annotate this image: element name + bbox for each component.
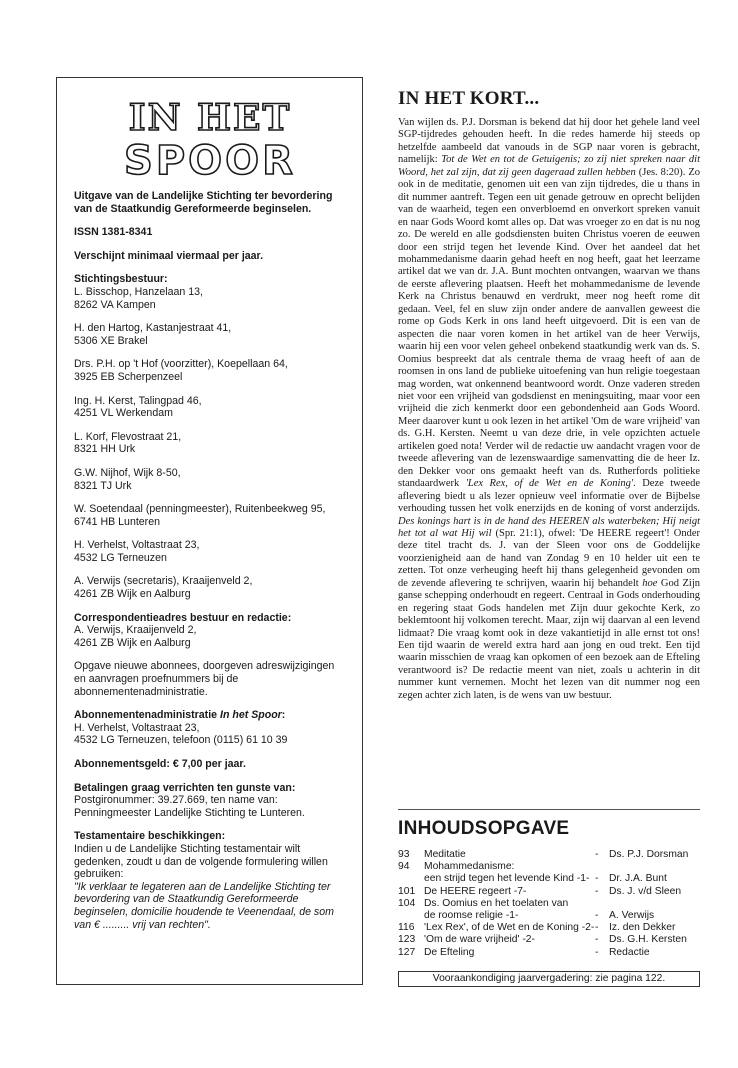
board-member: Ing. H. Kerst, Talingpad 46, 4251 VL Werkendam (74, 394, 202, 420)
toc-page (398, 873, 424, 885)
toc-title: Ds. Oomius en het toelaten van (424, 897, 569, 909)
logo-line-1: IN HET (128, 97, 291, 139)
board-member: L. Korf, Flevostraat 21, 8321 HH Urk (74, 430, 182, 456)
administration-heading: Abonnementenadministratie In het Spoor: (74, 709, 286, 722)
logo-graphic (115, 92, 305, 180)
toc-author: A. Verwijs (609, 910, 655, 922)
toc-title: 'Om de ware vrijheid' -2- (424, 934, 535, 946)
administration-line: H. Verhelst, Voltastraat 23, (74, 721, 200, 734)
toc-page: 101 (398, 885, 416, 897)
logo-line-2: SPOOR (123, 138, 296, 180)
toc-row: een strijd tegen het levende Kind -1- - Dr. J.A. Bunt (398, 873, 700, 885)
toc-title: de roomse religie -1- (424, 910, 519, 922)
magazine-logo (74, 92, 345, 184)
toc-author: Ds. J. v/d Sleen (609, 885, 682, 897)
toc-row (398, 861, 700, 873)
toc-page: 123 (398, 934, 416, 946)
toc-page: 127 (398, 946, 416, 958)
toc-page: 94 (398, 861, 410, 873)
testament-heading: Testamentaire beschikkingen: (74, 830, 226, 843)
toc-author (609, 898, 700, 910)
colophon-box (56, 77, 363, 985)
correspondence-line: 4261 ZB Wijk en Aalburg (74, 636, 191, 649)
toc-row: 101 De HEERE regeert -7- - Ds. J. v/d Sleen (398, 886, 700, 898)
toc-title: Mohammedanisme: (424, 861, 515, 873)
toc-row: 127 De Efteling - Redactie (398, 947, 700, 959)
toc-page: 93 (398, 849, 410, 860)
toc-page: 104 (398, 897, 416, 909)
testament-section (74, 830, 345, 931)
correspondence-section (74, 612, 345, 650)
toc-title: 'Lex Rex', of de Wet en de Koning -2- (424, 922, 595, 934)
administration-section (74, 709, 345, 747)
toc-title: De Efteling (424, 946, 475, 958)
toc-page: 116 (398, 922, 415, 934)
toc-author: Ds. P.J. Dorsman (609, 849, 689, 860)
payment-heading: Betalingen graag verrichten ten gunste van: (74, 781, 296, 794)
payment-section (74, 782, 345, 820)
toc-row (398, 898, 700, 910)
toc-row: 116 'Lex Rex', of de Wet en de Koning -2- - Iz. den Dekker (398, 922, 700, 934)
colophon-text (74, 190, 345, 931)
board-member: W. Soetendaal (penningmeester), Ruitenbeekweg 95, 6741 HB Lunteren (74, 503, 326, 528)
subscribe-info: Opgave nieuwe abonnees, doorgeven adreswijzigingen en aanvragen proefnummers bij de abonnementenadministratie. (74, 660, 335, 698)
subscription-fee: Abonnementsgeld: € 7,00 per jaar. (74, 758, 246, 770)
board-member: H. Verhelst, Voltastraat 23, 4532 LG Terneuzen (74, 539, 200, 564)
in-het-kort-column (398, 88, 700, 702)
board-heading: Stichtingsbestuur: (74, 273, 168, 286)
board-member: A. Verwijs (secretaris), Kraaijenveld 2, 4261 ZB Wijk en Aalburg (74, 575, 253, 601)
toc-title: Meditatie (424, 849, 466, 860)
correspondence-line: A. Verwijs, Kraaijenveld 2, (74, 624, 197, 637)
toc-row: 123 'Om de ware vrijheid' -2- - Ds. G.H. Kersten (398, 934, 700, 946)
toc-row: de roomse religie -1- - A. Verwijs (398, 910, 700, 922)
issn: ISSN 1381-8341 (74, 226, 153, 239)
toc-row: 93 Meditatie - Ds. P.J. Dorsman (398, 849, 700, 861)
toc-author: Redactie (609, 946, 650, 958)
toc-author (609, 861, 700, 873)
board-member: Drs. P.H. op 't Hof (voorzitter), Koepellaan 64, 3925 EB Scherpenzeel (74, 358, 288, 383)
toc-title: een strijd tegen het levende Kind -1- (424, 873, 590, 885)
section-divider (398, 809, 700, 810)
payment-text: Postgironummer: 39.27.669, ten name van: Penningmeester Landelijke Stichting te Lunteren. (74, 794, 305, 819)
board-member: G.W. Nijhof, Wijk 8-50, 8321 TJ Urk (74, 466, 181, 492)
toc-author: Iz. den Dekker (609, 922, 676, 934)
inhoudsopgave-title: INHOUDSOPGAVE (398, 818, 570, 839)
correspondence-heading: Correspondentieadres bestuur en redactie: (74, 611, 292, 624)
frequency: Verschijnt minimaal viermaal per jaar. (74, 249, 264, 262)
testament-quote: "Ik verklaar te legateren aan de Landelijke Stichting ter bevordering van de Staatkundig Gereformeerde beginselen, domicilie houdende te Veenendaal, de som van € ......... vrij van rechten". (74, 880, 334, 931)
board-member: H. den Hartog, Kastanjestraat 41, 5306 XE Brakel (74, 322, 232, 347)
table-of-contents (398, 849, 700, 959)
in-het-kort-body: Van wijlen ds. P.J. Dorsman is bekend dat hij door het gehele land veel SGP-tijdredes gehouden heeft. In die redes hamerde hij steeds op hetzelfde aambeeld dat vanouds in de SGP naar voren is gebracht, namelijk: Tot de Wet en tot de Getuigenis; zo zij niet spreken naar dit Woord, het zal zijn, dat zij geen dageraad zullen hebben (Jes. 8:20). Zo ook in de meditatie, genomen uit een van zijn tijdredes, die u thans in dit nummer aantreft. Tegen een uit genade getrouw en oprecht belijden van de waarheid, tegen een onverbloemd en onverkort spreken vanuit en naar Gods Woord komt alles op. Dat was vroeger zo en dat is nu nog zo. De wereld en alle godsdiensten buiten Christus voeren de eeuwen door een strijd tegen het levende Kind. Over het aandeel dat het mohammedanisme daarin gehad heeft en nog heeft, gaat het leerzame artikel dat we van dr. J.A. Bunt mochten ontvangen, waarvan we thans de eerste aflevering plaatsen. Heeft het mohammedanisme de levende Kerk na Christus benauwd en verdrukt, meer nog heeft rome dit gedaan. Veel, fel en sluw zijn onder andere de aanvallen geweest die rome op Gods Kerk in ons land heeft uitgevoerd. Dit is een van de aspecten die naar voren komen in het artikel van de heer Verwijs, waarin hij een voor velen geheel onbekend staatkundig werk van ds. S. Oomius bespreekt dat als centrale thema de vraag heeft of aan de roomsen in ons land de publieke uitoefening van hun religie toegestaan mag worden, wat onkennend beantwoord wordt. Onze vaderen streden niet voor een vrijheid van godsdienst en meningsuiting, maar voor een vrijheid die zich kenmerkt door een gebondenheid aan Gods Woord. Meer daarover kunt u ook lezen in het artikel 'Om de ware vrijheid' van ds. G.H. Kersten. Neemt u van deze drie, in vele opzichten actuele artikelen goed nota! Verder wil de redactie uw aandacht vragen voor de tweede aflevering van de lezenswaardige samenvatting die de heer Iz. den Dekker voor ons gemaakt heeft van ds. Rutherfords politieke standaardwerk 'Lex Rex, of de Wet en de Koning'. Deze tweede aflevering biedt u als lezer opnieuw veel informatie over de Bijbelse verhouding tussen het volk enerzijds en de koning of vorst anderzijds. Des konings hart is in de hand des HEEREN als waterbeken; Hij neigt het tot al wat Hij wil (Spr. 21:1), ofwel: 'De HEERE regeert'! Onder deze titel tracht ds. J. van der Sleen voor ons de Goddelijke voorzienigheid aan de hand van Zondag 9 en 10 helder uit een te zetten. Tot onze verheuging heeft hij thans gelegenheid gevonden om de zevende aflevering te schrijven, waarin hij behandelt hoe God Zijn ganse schepping onderhoudt en regeert. Centraal in Gods onderhouding en regering staat Gods handelen met Zijn duur gekochte Kerk, zo beklemtoont hij volkomen terecht. Maar, zijn wij daarvan al een levend lidmaat? Die vraag komt ook in deze vakantietijd in alle ernst tot ons! Een tijd waarin de wereld extra hard aan jong en oud trekt. Een tijd waarin misschien de vraag kan opkomen of een bezoek aan de Efteling verantwoord is? De redactie meent van niet, zoals u achterin in dit nummer kunt vernemen. Mocht het lezen van dit nummer nog een zegen achter zich laten, is de wens van uw bestuur. (398, 117, 700, 701)
in-het-kort-title: IN HET KORT... (398, 88, 540, 109)
toc-page (398, 910, 424, 922)
toc-title: De HEERE regeert -7- (424, 885, 527, 897)
meeting-notice: Vooraankondiging jaarvergadering: zie pagina 122. (398, 971, 700, 987)
testament-text: Indien u de Landelijke Stichting testamentair wilt gedenken, zoudt u dan de volgende formulering willen gebruiken: (74, 842, 328, 881)
toc-author: Ds. G.H. Kersten (609, 934, 687, 946)
toc-author: Dr. J.A. Bunt (609, 873, 667, 885)
publisher-intro: Uitgave van de Landelijke Stichting ter bevordering van de Staatkundig Gereformeerde beginselen. (74, 190, 333, 215)
board-section (74, 273, 345, 600)
administration-line: 4532 LG Terneuzen, telefoon (0115) 61 10 39 (74, 734, 288, 747)
board-member: L. Bisschop, Hanzelaan 13, 8262 VA Kampen (74, 285, 203, 311)
